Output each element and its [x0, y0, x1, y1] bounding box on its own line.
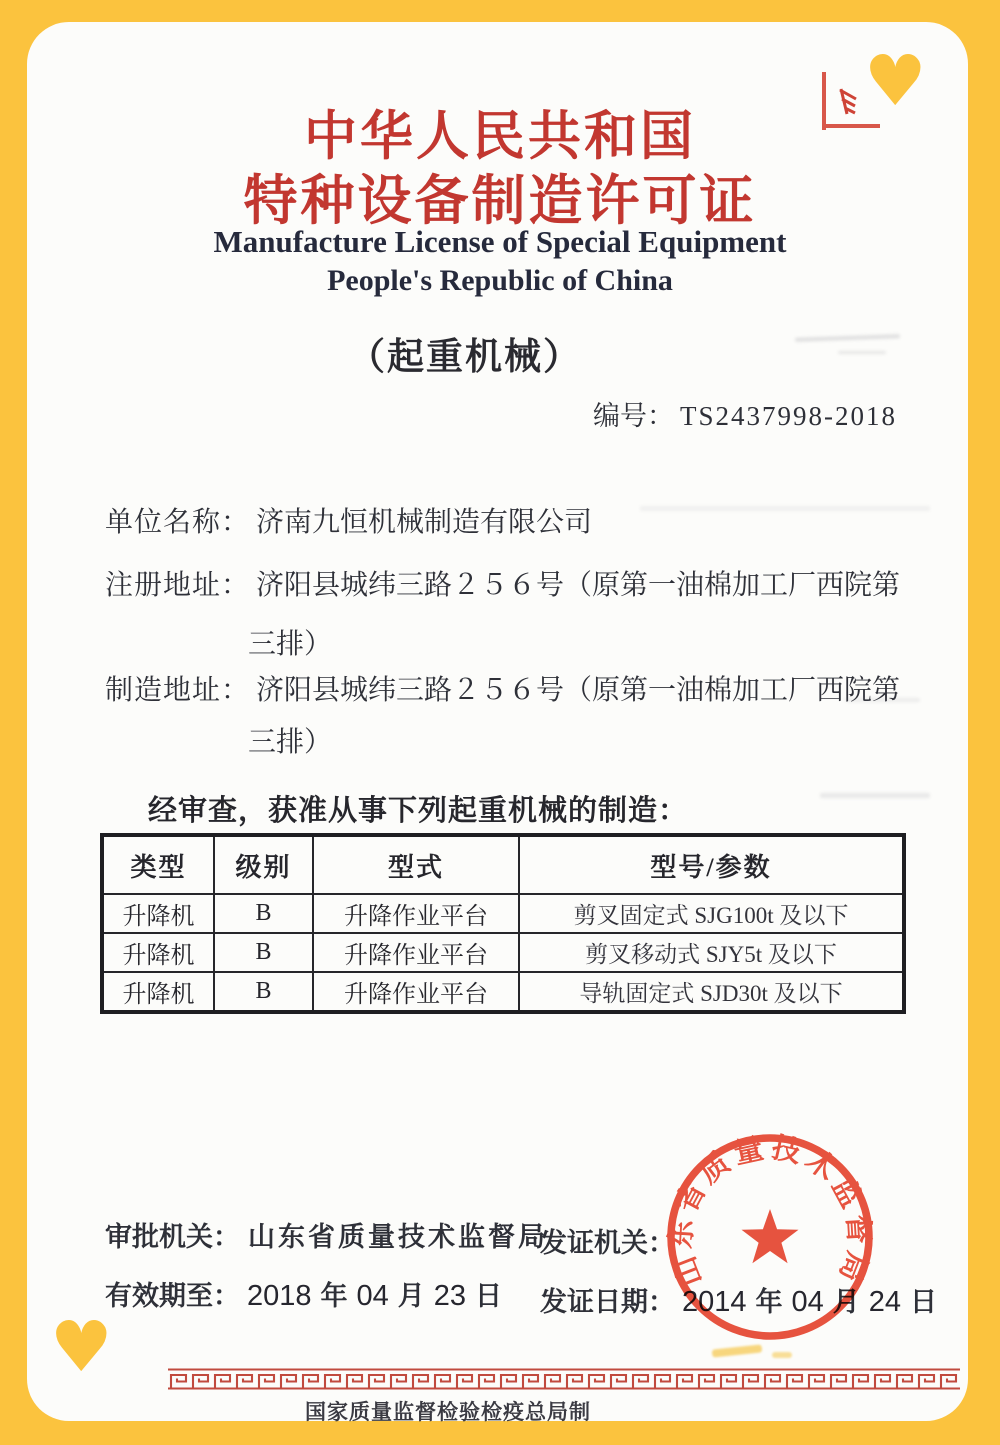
cell-model: 剪叉移动式 SJY5t 及以下 — [519, 933, 904, 972]
col-header-type: 类型 — [102, 835, 214, 894]
manufacture-address-label: 制造地址： — [105, 675, 251, 706]
valid-month: 04 — [356, 1280, 389, 1312]
issue-date-label: 发证日期： — [540, 1287, 675, 1317]
cell-form: 升降作业平台 — [313, 933, 519, 972]
year-unit: 年 — [755, 1287, 783, 1317]
table-row — [102, 972, 904, 1012]
col-header-grade: 级别 — [214, 835, 313, 894]
year-unit: 年 — [320, 1281, 348, 1311]
issue-year: 2014 — [682, 1286, 747, 1318]
cell-grade: B — [214, 933, 313, 972]
cell-form: 升降作业平台 — [313, 972, 519, 1012]
valid-day: 23 — [433, 1280, 467, 1312]
cell-model: 导轨固定式 SJD30t 及以下 — [519, 972, 904, 1012]
registered-address-line1: 济阳县城纬三路２５６号（原第一油棉加工厂西院第 — [256, 570, 901, 601]
col-header-form: 型式 — [313, 835, 519, 894]
seal-text: 山东省质量技术监督局 — [665, 1131, 875, 1291]
cell-model: 剪叉固定式 SJG100t 及以下 — [519, 894, 904, 933]
cell-type: 升降机 — [102, 933, 214, 972]
table-row — [102, 933, 904, 972]
cell-grade: B — [214, 894, 313, 933]
table-row — [102, 894, 904, 933]
serial-value: TS2437998-2018 — [680, 401, 897, 431]
day-unit: 日 — [475, 1281, 503, 1311]
equipment-category: （起重机械） — [348, 337, 582, 378]
approval-org-row — [105, 1215, 548, 1254]
scan-artifact — [820, 793, 930, 798]
title-cn-line1: 中华人民共和国 — [304, 107, 696, 166]
issue-day: 24 — [868, 1286, 902, 1318]
official-seal — [655, 1122, 885, 1352]
cell-grade: B — [214, 972, 313, 1012]
scan-artifact — [845, 698, 920, 702]
registered-address-line2: 三排） — [248, 629, 333, 660]
heart-icon: ♥ — [50, 1306, 113, 1388]
month-unit: 月 — [397, 1281, 425, 1311]
valid-until-row — [105, 1274, 504, 1313]
scan-artifact — [640, 506, 930, 511]
approval-org-label: 审批机关： — [105, 1222, 240, 1252]
approval-org-value: 山东省质量技术监督局 — [248, 1222, 548, 1252]
col-header-model: 型号/参数 — [519, 835, 904, 894]
table-header-row — [102, 835, 904, 894]
issue-month: 04 — [791, 1286, 824, 1318]
issue-org-label: 发证机关： — [540, 1228, 675, 1258]
day-unit: 日 — [910, 1287, 938, 1317]
registered-address-row — [105, 563, 900, 603]
serial-number-line — [593, 394, 897, 433]
company-value: 济南九恒机械制造有限公司 — [256, 507, 593, 538]
title-en-line2: People's Republic of China — [327, 264, 673, 297]
title-en-line1: Manufacture License of Special Equipment — [213, 224, 787, 259]
title-cn-line2: 特种设备制造许可证 — [243, 171, 757, 231]
month-unit: 月 — [832, 1287, 860, 1317]
manufacture-address-line1: 济阳县城纬三路２５６号（原第一油棉加工厂西院第 — [256, 675, 901, 706]
manufacture-address-line2: 三排） — [248, 727, 333, 758]
cell-type: 升降机 — [102, 972, 214, 1012]
cell-form: 升降作业平台 — [313, 894, 519, 933]
seal-star-icon — [742, 1209, 799, 1263]
company-label: 单位名称： — [105, 507, 251, 538]
company-row — [105, 500, 592, 540]
equipment-table — [100, 833, 906, 1014]
heart-icon: ♥ — [864, 40, 927, 122]
scan-artifact — [838, 351, 886, 354]
printer-note: 国家质量监督检验检疫总局制 — [305, 1400, 591, 1424]
scan-smudge — [772, 1352, 792, 1358]
manufacture-address-row — [105, 668, 900, 708]
approval-note: 经审查，获准从事下列起重机械的制造： — [148, 795, 689, 827]
cell-type: 升降机 — [102, 894, 214, 933]
meander-border — [168, 1367, 960, 1392]
valid-year: 2018 — [247, 1280, 312, 1312]
registered-address-label: 注册地址： — [105, 570, 251, 601]
serial-label: 编号： — [593, 401, 674, 431]
valid-until-label: 有效期至： — [105, 1281, 240, 1311]
